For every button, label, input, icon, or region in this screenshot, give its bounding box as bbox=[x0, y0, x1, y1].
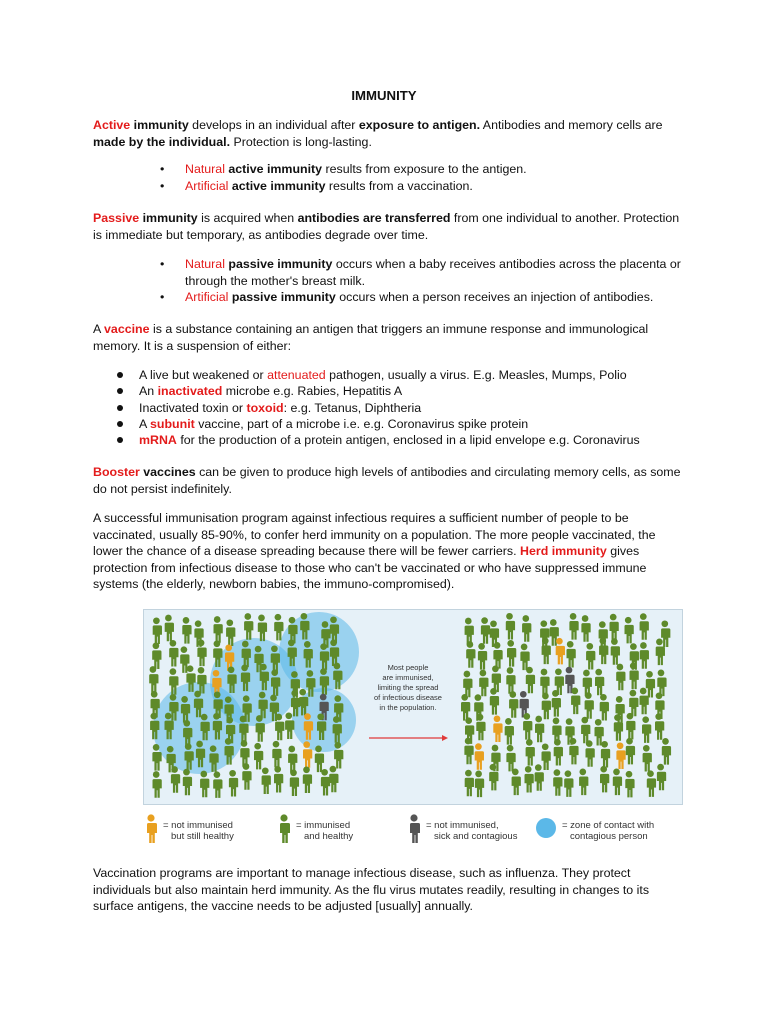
person-icon bbox=[461, 694, 471, 721]
text: A bbox=[139, 416, 151, 431]
person-icon bbox=[149, 666, 159, 693]
herd-immunity-paragraph bbox=[93, 510, 683, 593]
person-icon bbox=[171, 766, 181, 793]
legend-label: and healthy bbox=[304, 831, 354, 842]
term-artificial: Artificial bbox=[185, 178, 229, 193]
person-icon bbox=[474, 743, 484, 770]
person-icon bbox=[581, 615, 591, 642]
person-icon bbox=[288, 746, 298, 773]
person-icon bbox=[289, 769, 299, 796]
list-item bbox=[115, 400, 705, 416]
person-icon bbox=[152, 771, 162, 798]
term-artificial: Artificial bbox=[185, 290, 229, 304]
person-icon bbox=[505, 613, 515, 640]
person-icon bbox=[493, 642, 503, 669]
person-icon bbox=[504, 718, 514, 745]
herd-immunity-figure bbox=[143, 609, 683, 805]
person-icon bbox=[511, 769, 521, 796]
text: pathogen, usually a virus. E.g. Measles, Mumps, Polio bbox=[325, 368, 627, 382]
person-icon bbox=[493, 715, 503, 742]
legend-item-immunised bbox=[276, 812, 396, 850]
person-icon bbox=[541, 638, 551, 665]
person-icon bbox=[646, 770, 656, 797]
person-icon bbox=[657, 670, 667, 697]
text: Antibodies and memory cells are bbox=[480, 118, 663, 132]
term: active immunity bbox=[224, 162, 323, 176]
person-icon bbox=[541, 693, 551, 720]
person-icon bbox=[213, 771, 223, 798]
text: A bbox=[93, 322, 105, 336]
list-item bbox=[115, 367, 705, 383]
person-icon bbox=[609, 614, 619, 641]
term: passive immunity bbox=[224, 257, 333, 271]
term-active: Active bbox=[93, 118, 131, 132]
annotation-line: of infectious disease bbox=[374, 693, 442, 702]
person-icon bbox=[540, 669, 550, 696]
person-icon bbox=[553, 769, 563, 796]
person-icon bbox=[571, 688, 581, 715]
term-attenuated: attenuated bbox=[267, 368, 326, 382]
person-icon bbox=[200, 771, 210, 798]
person-icon bbox=[599, 694, 609, 721]
person-icon bbox=[661, 738, 671, 765]
active-immunity-paragraph bbox=[93, 117, 683, 150]
person-icon bbox=[169, 640, 179, 667]
person-green-icon bbox=[276, 814, 292, 846]
text: A live but weakened or bbox=[139, 368, 268, 382]
term-natural: Natural bbox=[185, 162, 225, 176]
text: Protection is long-lasting. bbox=[230, 134, 372, 149]
person-icon bbox=[612, 769, 622, 796]
person-icon bbox=[274, 614, 284, 641]
term-mrna: mRNA bbox=[139, 433, 177, 448]
person-icon bbox=[555, 638, 565, 665]
person-icon bbox=[213, 616, 223, 643]
person-icon bbox=[586, 643, 596, 670]
legend-label: = not immunised bbox=[163, 820, 233, 831]
person-icon bbox=[491, 666, 501, 693]
person-icon bbox=[541, 743, 551, 770]
text: from one individual to another. Protection is immediate but temporary, as antibodies degrade over time. bbox=[93, 211, 680, 242]
person-icon bbox=[639, 642, 649, 669]
person-icon bbox=[242, 763, 252, 790]
person-icon bbox=[657, 764, 667, 791]
person-icon bbox=[553, 739, 563, 766]
person-icon bbox=[626, 713, 636, 740]
person-icon bbox=[639, 688, 649, 715]
person-icon bbox=[534, 764, 544, 791]
list-item bbox=[160, 289, 690, 306]
legend-item-zone bbox=[536, 812, 683, 850]
person-icon bbox=[240, 740, 250, 767]
term-subunit: subunit bbox=[150, 416, 195, 431]
annotation-line: are immunised, bbox=[382, 673, 434, 682]
person-icon bbox=[625, 738, 635, 765]
text: occurs when a person receives an injection of antibodies. bbox=[335, 290, 654, 304]
page-title: IMMUNITY bbox=[351, 88, 417, 103]
person-icon bbox=[506, 745, 516, 772]
person-orange-icon bbox=[143, 814, 159, 846]
person-icon bbox=[152, 642, 162, 669]
zone-circle-icon bbox=[536, 818, 556, 838]
person-icon bbox=[595, 669, 605, 696]
person-icon bbox=[302, 766, 312, 793]
legend-label: but still healthy bbox=[171, 831, 234, 842]
person-icon bbox=[629, 690, 639, 717]
person-icon bbox=[569, 613, 579, 640]
herd-immunity-illustration bbox=[144, 610, 682, 804]
term-made-by-individual: made by the individual. bbox=[93, 134, 231, 149]
person-grey-icon bbox=[406, 814, 422, 846]
person-icon bbox=[152, 617, 162, 644]
person-icon bbox=[254, 743, 264, 770]
person-icon bbox=[478, 643, 488, 670]
vaccine-types-list bbox=[115, 367, 705, 448]
person-icon bbox=[551, 690, 561, 717]
list-item bbox=[160, 178, 690, 195]
person-icon bbox=[257, 615, 267, 642]
annotation-line: Most people bbox=[387, 663, 429, 672]
active-immunity-list bbox=[160, 161, 690, 194]
person-icon bbox=[509, 691, 519, 718]
list-item bbox=[115, 432, 705, 448]
person-icon bbox=[629, 663, 639, 690]
person-icon bbox=[506, 667, 516, 694]
legend-label: = not immunised, bbox=[426, 820, 499, 831]
person-icon bbox=[525, 667, 535, 694]
term-herd-immunity: Herd immunity bbox=[520, 544, 607, 558]
person-icon bbox=[642, 716, 652, 743]
person-icon bbox=[523, 713, 533, 740]
person-icon bbox=[616, 664, 626, 691]
person-icon bbox=[182, 617, 192, 644]
text: Inactivated toxin or bbox=[139, 400, 247, 415]
annotation-line: in the population. bbox=[379, 703, 437, 712]
person-icon bbox=[464, 618, 474, 645]
annotation bbox=[374, 663, 442, 712]
person-icon bbox=[566, 641, 576, 668]
person-icon bbox=[261, 767, 271, 794]
person-icon bbox=[463, 671, 473, 698]
term-passive: Passive bbox=[93, 211, 140, 225]
person-icon bbox=[507, 640, 517, 667]
person-icon bbox=[329, 766, 339, 793]
vaccination-programs-paragraph: Vaccination programs are important to manage infectious disease, such as influenza. They protect individuals but also maintain herd immunity. As the flu virus mutates readily, resulting in changes to its surface antigens, the vaccine needs to be adjusted [usually] annually. bbox=[93, 866, 650, 913]
passive-immunity-list bbox=[160, 256, 690, 306]
person-icon bbox=[226, 619, 236, 646]
person-icon bbox=[481, 617, 491, 644]
term-inactivated: inactivated bbox=[157, 384, 223, 399]
term-immunity: immunity bbox=[139, 211, 198, 225]
person-icon bbox=[229, 770, 239, 797]
person-icon bbox=[642, 745, 652, 772]
term-toxoid: toxoid bbox=[246, 400, 284, 415]
term-vaccines: vaccines bbox=[139, 465, 196, 479]
person-icon bbox=[625, 771, 635, 798]
term: passive immunity bbox=[228, 290, 336, 304]
person-icon bbox=[600, 766, 610, 793]
person-icon bbox=[524, 766, 534, 793]
legend-item-sick bbox=[406, 812, 531, 850]
person-icon bbox=[624, 617, 634, 644]
person-icon bbox=[164, 615, 174, 642]
list-item bbox=[160, 161, 690, 178]
passive-immunity-paragraph bbox=[93, 210, 683, 243]
person-icon bbox=[522, 615, 532, 642]
person-icon bbox=[585, 740, 595, 767]
person-icon bbox=[197, 640, 207, 667]
figure-legend bbox=[143, 812, 683, 852]
person-icon bbox=[520, 644, 530, 671]
person-icon bbox=[464, 770, 474, 797]
text: results from a vaccination. bbox=[325, 178, 473, 193]
person-icon bbox=[655, 713, 665, 740]
person-icon bbox=[579, 769, 589, 796]
list-item bbox=[160, 256, 690, 289]
person-icon bbox=[594, 719, 604, 746]
text: vaccine, part of a microbe i.e. e.g. Coronavirus spike protein bbox=[194, 416, 529, 431]
annotation-arrow bbox=[369, 735, 448, 741]
text: for the production of a protein antigen, enclosed in a lipid envelope e.g. Coronavirus bbox=[176, 433, 640, 448]
text: A successful immunisation program against infectious requires a sufficient number of people to be vaccinated, usually 85-90%, to confer herd immunity on a population. The more people vaccinated, the lower the chance of a disease spreading because there will be fewer carriers. bbox=[93, 511, 656, 558]
legend-item-not-immunised bbox=[143, 812, 273, 850]
person-icon bbox=[244, 613, 254, 640]
person-icon bbox=[582, 670, 592, 697]
term: active immunity bbox=[228, 178, 326, 193]
text: An bbox=[139, 384, 158, 399]
person-icon bbox=[581, 717, 591, 744]
person-icon bbox=[599, 638, 609, 665]
person-icon bbox=[601, 741, 611, 768]
vaccine-paragraph bbox=[93, 321, 683, 354]
booster-paragraph bbox=[93, 464, 683, 497]
term-immunity: immunity bbox=[133, 118, 189, 132]
list-item bbox=[115, 383, 705, 399]
annotation-line: limiting the spread bbox=[377, 683, 439, 692]
person-icon bbox=[564, 770, 574, 797]
person-icon bbox=[475, 771, 485, 798]
text: can be given to produce high levels of antibodies and circulating memory cells, as some do not persist indefinitely. bbox=[93, 465, 681, 496]
person-icon bbox=[321, 769, 331, 796]
text: is a substance containing an antigen that triggers an immune response and immunological memory. It is a suspension of either: bbox=[93, 322, 649, 353]
text: results from exposure to the antigen. bbox=[322, 162, 527, 176]
person-icon bbox=[275, 714, 285, 741]
text: is acquired when bbox=[197, 211, 298, 225]
legend-label: = zone of contact with bbox=[562, 820, 655, 831]
person-icon bbox=[466, 641, 476, 668]
text: microbe e.g. Rabies, Hepatitis A bbox=[222, 384, 403, 399]
person-icon bbox=[610, 638, 620, 665]
person-icon bbox=[535, 716, 545, 743]
person-icon bbox=[569, 738, 579, 765]
text: gives protection from infectious disease to those who can't be vaccinated or who have suppressed immune systems (the elderly, newborn babies, the immuno-compromised). bbox=[93, 544, 647, 591]
person-icon bbox=[476, 714, 486, 741]
term-antibodies-transferred: antibodies are transferred bbox=[297, 211, 451, 225]
legend-label: = immunised bbox=[296, 820, 351, 831]
person-icon bbox=[639, 613, 649, 640]
person-icon bbox=[274, 766, 284, 793]
person-icon bbox=[272, 741, 282, 768]
person-icon bbox=[645, 671, 655, 698]
term-natural: Natural bbox=[185, 257, 225, 271]
person-icon bbox=[479, 670, 489, 697]
list-item bbox=[115, 416, 705, 432]
legend-label: contagious person bbox=[570, 831, 648, 842]
person-icon bbox=[616, 742, 626, 769]
term-booster: Booster bbox=[93, 465, 140, 479]
term-vaccine: vaccine bbox=[104, 322, 150, 336]
text: occurs when a baby receives antibodies across the placenta or through the mother's breast milk. bbox=[185, 257, 681, 288]
person-icon bbox=[525, 739, 535, 766]
person-icon bbox=[584, 692, 594, 719]
text: develops in an individual after bbox=[188, 118, 359, 132]
term-exposure: exposure to antigen. bbox=[358, 118, 481, 132]
legend-label: sick and contagious bbox=[434, 831, 518, 842]
text: : e.g. Tetanus, Diphtheria bbox=[283, 400, 422, 415]
